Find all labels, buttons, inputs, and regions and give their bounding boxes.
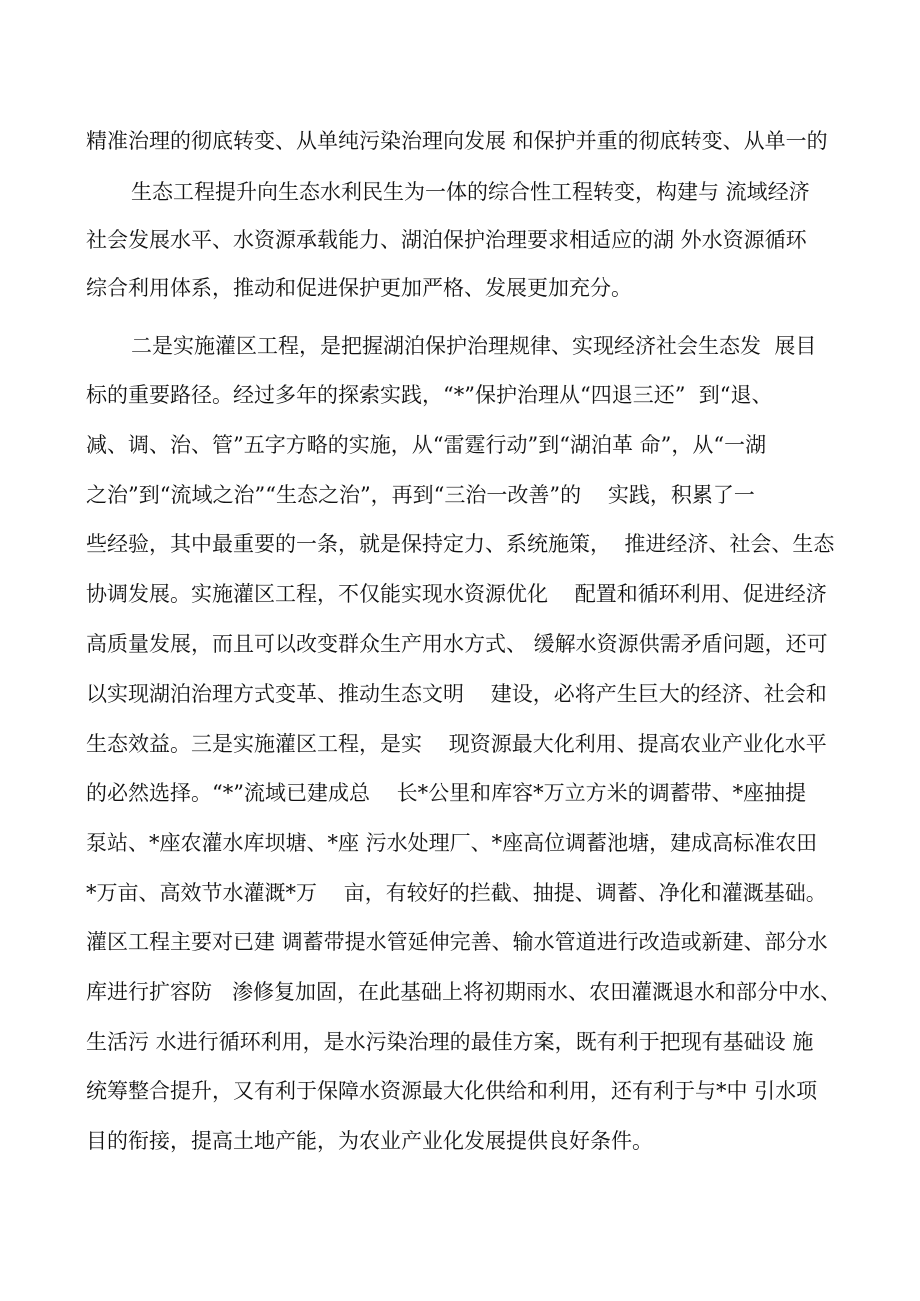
- text-line: 协调发展。实施灌区工程，不仅能实现水资源优化 配置和循环利用、促进经济: [86, 582, 827, 606]
- text-line: 以实现湖泊治理方式变革、推动生态文明 建设，必将产生巨大的经济、社会和: [86, 682, 827, 706]
- text-line: 泵站、*座农灌水库坝塘、*座 污水处理厂、*座高位调蓄池塘，建成高标准农田: [86, 831, 818, 855]
- text-line: 精准治理的彻底转变、从单纯污染治理向发展 和保护并重的彻底转变、从单一的: [86, 129, 828, 153]
- text-line: 库进行扩容防 渗修复加固，在此基础上将初期雨水、农田灌溉退水和部分中水、: [86, 980, 842, 1004]
- text-line: 的必然选择。“*”流域已建成总 长*公里和库容*万立方米的调蓄带、*座抽提: [86, 781, 807, 805]
- text-line: 减、调、治、管”五字方略的实施，从“雷霆行动”到“湖泊革 命”，从“一湖: [86, 433, 767, 457]
- text-line: 生态工程提升向生态水利民生为一体的综合性工程转变，构建与 流域经济: [131, 180, 810, 204]
- text-line: 生活污 水进行循环利用，是水污染治理的最佳方案，既有利于把现有基础设 施: [86, 1030, 814, 1054]
- text-line: *万亩、高效节水灌溉*万 亩，有较好的拦截、抽提、调蓄、净化和灌溉基础。: [86, 881, 827, 905]
- text-line: 标的重要路径。经过多年的探索实践，“*”保护治理从“四退三还” 到“退、: [86, 383, 773, 407]
- text-line: 综合利用体系，推动和促进保护更加严格、发展更加充分。: [86, 276, 632, 300]
- text-line: 些经验，其中最重要的一条，就是保持定力、系统施策， 推进经济、社会、生态: [86, 532, 835, 556]
- text-line: 目的衔接，提高土地产能，为农业产业化发展提供良好条件。: [86, 1129, 653, 1153]
- text-line: 二是实施灌区工程，是把握湖泊保护治理规律、实现经济社会生态发 展目: [131, 334, 817, 358]
- text-line: 生态效益。三是实施灌区工程，是实 现资源最大化利用、提高农业产业化水平: [86, 732, 827, 756]
- text-line: 统筹整合提升，又有利于保障水资源最大化供给和利用，还有利于与*中 引水项: [86, 1079, 818, 1103]
- text-line: 之治”到“流域之治”“生态之治”，再到“三治一改善”的 实践，积累了一: [86, 483, 755, 507]
- text-line: 灌区工程主要对已建 调蓄带提水管延伸完善、输水管道进行改造或新建、部分水: [86, 930, 828, 954]
- text-line: 社会发展水平、水资源承载能力、湖泊保护治理要求相适应的湖 外水资源循环: [86, 228, 807, 252]
- text-line: 高质量发展，而且可以改变群众生产用水方式、 缓解水资源供需矛盾问题，还可: [86, 632, 828, 656]
